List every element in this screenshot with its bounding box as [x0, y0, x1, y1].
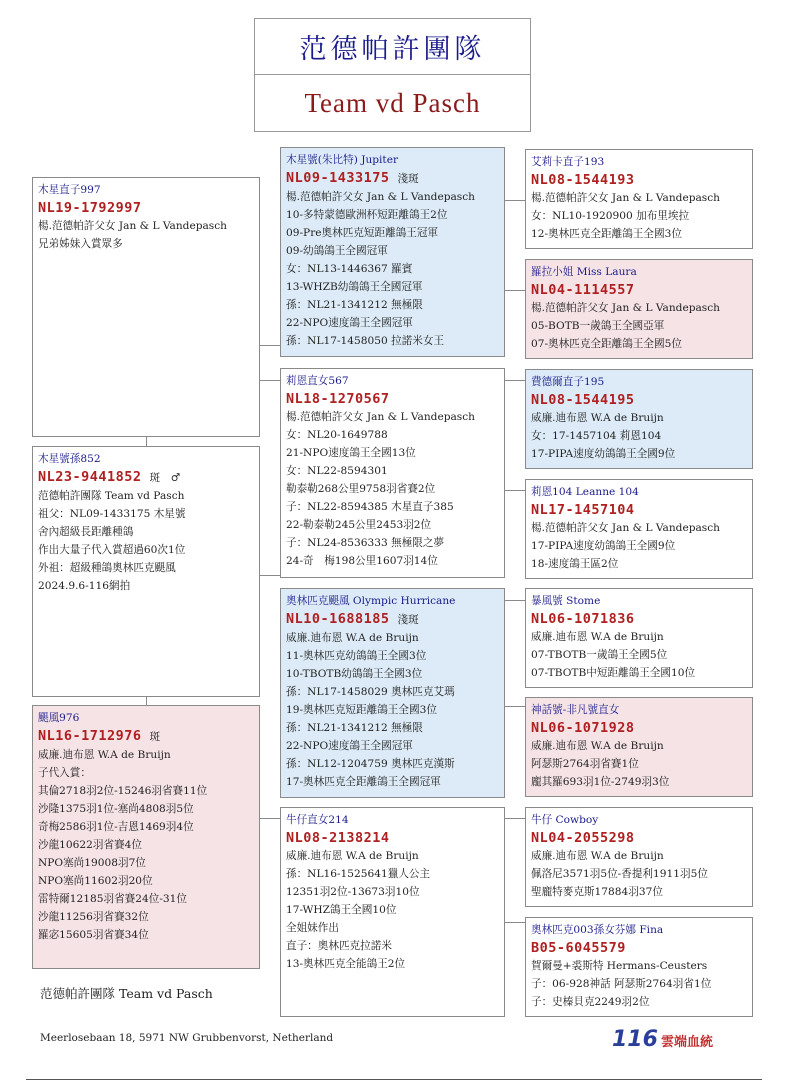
ring-number: NL18-1270567 [286, 391, 390, 407]
info-line: 女：NL22-8594301 [286, 465, 388, 477]
card-title: 颶風976 [38, 712, 80, 724]
info-line: 賀爾曼+裘斯特 Hermans-Ceusters [531, 960, 708, 972]
sdd-card [525, 479, 753, 579]
card-title: 奧林匹克颶風 Olympic Hurricane [286, 595, 456, 607]
info-line: 沙龍10622羽省賽4位 [38, 839, 143, 851]
ring-number: NL04-2055298 [531, 830, 635, 846]
info-line: 外祖：超級種鴿奧林匹克颶風 [38, 562, 176, 574]
info-line: 范德帕許團隊 Team vd Pasch [38, 490, 185, 502]
info-line: 17-PIPA速度幼鴿鴿王全國9位 [531, 540, 676, 552]
info-line: 2024.9.6-116網拍 [38, 580, 131, 592]
info-line: 作出大量子代入賞超過60次1位 [38, 544, 186, 556]
info-line: 12351羽2位-13673羽10位 [286, 886, 420, 898]
dsd-card [525, 697, 753, 797]
dam-card [32, 705, 260, 969]
connector-ss-ssd [505, 290, 525, 291]
ring-number: NL09-1433175 淺斑 [286, 170, 419, 186]
card-title: 莉恩104 Leanne 104 [531, 486, 639, 498]
ring-number: NL06-1071836 [531, 611, 635, 627]
info-line: 楊.范德帕許父女 Jan & L Vandepasch [38, 220, 227, 232]
info-line: 17-奧林匹克全距離鴿王全國冠軍 [286, 776, 441, 788]
info-line: 祖父：NL09-1433175 木星號 [38, 508, 186, 520]
dss-card [525, 588, 753, 688]
info-line: 05-BOTB一歲鴿王全國亞軍 [531, 320, 665, 332]
info-line: 全姐妹作出 [286, 922, 339, 934]
info-line: 威廉.迪布恩 W.A de Bruijn [531, 850, 664, 862]
connector-sire-sd [260, 380, 280, 381]
ring-number: NL17-1457104 [531, 502, 635, 518]
info-line: 女：NL20-1649788 [286, 429, 388, 441]
info-line: 女：NL10-1920900 加布里埃拉 [531, 210, 690, 222]
info-line: 子：NL24-8536333 無極限之夢 [286, 537, 445, 549]
logo-number: 116 [612, 1027, 658, 1052]
ssd-card [525, 259, 753, 359]
card-title: 木星號孫852 [38, 453, 101, 465]
info-line: 10-多特蒙德歐洲杯短距離鴿王2位 [286, 209, 448, 221]
team-title-en: Team vd Pasch [304, 87, 481, 118]
footer-team-name: 范德帕許團隊 Team vd Pasch [40, 986, 213, 1001]
bottom-divider [26, 1079, 762, 1080]
ring-number: NL16-1712976 斑 [38, 728, 161, 744]
subject-card [32, 446, 260, 697]
info-line: 雷特爾12185羽省賽24位-31位 [38, 893, 187, 905]
card-title: 牛仔直女214 [286, 814, 349, 826]
info-line: 沙隆1375羽1位-塞尚4808羽5位 [38, 803, 194, 815]
connector-dd-ddd [505, 922, 525, 923]
sss-card [525, 149, 753, 249]
info-line: 子：NL22-8594385 木星直子385 [286, 501, 454, 513]
sds-card [525, 369, 753, 469]
info-line: 聖龐特麥克斯17884羽37位 [531, 886, 663, 898]
info-line: 女：NL13-1446367 羅賓 [286, 263, 413, 275]
connector-ss-sss [505, 200, 525, 201]
brand-logo [612, 1027, 713, 1052]
connector-sd-sds [505, 380, 525, 381]
ddd-card [525, 917, 753, 1017]
ring-number: NL10-1688185 淺斑 [286, 611, 419, 627]
card-title: 莉恩直女567 [286, 375, 349, 387]
ring-suffix: 斑 [149, 731, 161, 743]
card-title: 費德爾直子195 [531, 376, 605, 388]
info-line: 女：17-1457104 莉恩104 [531, 430, 662, 442]
info-line: 威廉.迪布恩 W.A de Bruijn [286, 850, 419, 862]
ring-number: NL08-2138214 [286, 830, 390, 846]
info-line: 子：06-928神話 阿瑟斯2764羽省1位 [531, 978, 712, 990]
connector-dam-dd [260, 818, 280, 819]
connector-sire-ss [260, 345, 280, 346]
info-line: 兄弟姊妹入賞眾多 [38, 238, 123, 250]
card-title: 艾莉卡直子193 [531, 156, 605, 168]
info-line: 12-奧林匹克全距離鴿王全國3位 [531, 228, 682, 240]
info-line: 子：史榛貝克2249羽2位 [531, 996, 650, 1008]
sire-sire-card [280, 147, 505, 357]
info-line: 威廉.迪布恩 W.A de Bruijn [286, 632, 419, 644]
info-line: 楊.范德帕許父女 Jan & L Vandepasch [286, 191, 475, 203]
info-line: 22-NPO速度鴿王全國冠軍 [286, 317, 413, 329]
info-line: 22-NPO速度鴿王全國冠軍 [286, 740, 413, 752]
info-line: 09-Pre奧林匹克短距離鴿王冠軍 [286, 227, 439, 239]
sire-dam-card [280, 368, 505, 578]
info-line: 孫：NL16-1525641獵人公主 [286, 868, 431, 880]
info-line: 13-奧林匹克全能鴿王2位 [286, 958, 406, 970]
info-line: 21-NPO速度鴿王全國13位 [286, 447, 416, 459]
info-line: 19-奧林匹克短距離鴿王全國3位 [286, 704, 437, 716]
card-title: 神話號-非凡號直女 [531, 704, 620, 716]
ring-suffix: 斑 ♂ [149, 472, 181, 484]
info-line: 羅宓15605羽省賽34位 [38, 929, 149, 941]
info-line: NPO塞尚11602羽20位 [38, 875, 153, 887]
info-line: 10-TBOTB幼鴿鴿王全國3位 [286, 668, 423, 680]
connector-subject-ds [260, 575, 280, 576]
ring-number: NL04-1114557 [531, 282, 635, 298]
ring-number: NL23-9441852 斑 ♂ [38, 469, 181, 485]
info-line: 17-PIPA速度幼鴿鴿王全國9位 [531, 448, 676, 460]
connector-dd-dds [505, 818, 525, 819]
ring-suffix: 淺斑 [397, 173, 419, 185]
info-line: 07-TBOTB中短距離鴿王全國10位 [531, 667, 696, 679]
info-line: 威廉.迪布恩 W.A de Bruijn [531, 740, 664, 752]
info-line: 孫：NL17-1458029 奧林匹克艾瑪 [286, 686, 455, 698]
ring-number: NL08-1544193 [531, 172, 635, 188]
team-header [254, 18, 531, 132]
info-line: 楊.范德帕許父女 Jan & L Vandepasch [531, 302, 720, 314]
ring-number: NL19-1792997 [38, 200, 142, 216]
info-line: 舍內超級長距離種鴿 [38, 526, 134, 538]
info-line: 威廉.迪布恩 W.A de Bruijn [531, 631, 664, 643]
info-line: 楊.范德帕許父女 Jan & L Vandepasch [286, 411, 475, 423]
info-line: 11-奧林匹克幼鴿鴿王全國3位 [286, 650, 427, 662]
logo-text: 雲端血統 [660, 1035, 713, 1050]
info-line: 18-速度鴿王區2位 [531, 558, 619, 570]
info-line: 22-勒泰勒245公里2453羽2位 [286, 519, 432, 531]
info-line: 07-奧林匹克全距離鴿王全國5位 [531, 338, 682, 350]
dam-sire-card [280, 588, 505, 798]
info-line: 威廉.迪布恩 W.A de Bruijn [531, 412, 664, 424]
sire-card [32, 177, 260, 437]
info-line: 直子：奧林匹克拉諾米 [286, 940, 392, 952]
info-line: 佩洛尼3571羽5位-香提利1911羽5位 [531, 868, 708, 880]
info-line: NPO塞尚19008羽7位 [38, 857, 146, 869]
connector-ds-dss [505, 600, 525, 601]
connector-sire-subject [146, 437, 147, 446]
info-line: 威廉.迪布恩 W.A de Bruijn [38, 749, 171, 761]
connector-subject-dam [146, 697, 147, 705]
ring-number: NL06-1071928 [531, 720, 635, 736]
info-line: 孫：NL21-1341212 無極限 [286, 299, 423, 311]
info-line: 子代入賞： [38, 767, 91, 779]
ring-number: B05-6045579 [531, 940, 626, 956]
info-line: 阿瑟斯2764羽省賽1位 [531, 758, 639, 770]
card-title: 牛仔 Cowboy [531, 814, 599, 826]
card-title: 奧林匹克003孫女芬娜 Fina [531, 924, 664, 936]
info-line: 勒泰勒268公里9758羽省賽2位 [286, 483, 436, 495]
connector-sd-sdd [505, 490, 525, 491]
card-title: 木星直子997 [38, 184, 101, 196]
info-line: 13-WHZB幼鴿鴿王全國冠軍 [286, 281, 423, 293]
dds-card [525, 807, 753, 907]
info-line: 孫：NL17-1458050 拉諾米女王 [286, 335, 445, 347]
connector-ds-dsd [505, 706, 525, 707]
info-line: 沙龍11256羽省賽32位 [38, 911, 149, 923]
info-line: 07-TBOTB一歲鴿王全國5位 [531, 649, 668, 661]
info-line: 孫：NL12-1204759 奧林匹克漢斯 [286, 758, 455, 770]
info-line: 奇梅2586羽1位-吉恩1469羽4位 [38, 821, 194, 833]
footer-address: Meerlosebaan 18, 5971 NW Grubbenvorst, Netherland [40, 1032, 334, 1044]
info-line: 孫：NL21-1341212 無極限 [286, 722, 423, 734]
info-line: 楊.范德帕許父女 Jan & L Vandepasch [531, 192, 720, 204]
info-line: 09-幼鴿鴿王全國冠軍 [286, 245, 388, 257]
ring-number: NL08-1544195 [531, 392, 635, 408]
card-title: 暴風號 Stome [531, 595, 601, 607]
card-title: 木星號(朱比特) Jupiter [286, 154, 399, 166]
info-line: 24-奇 梅198公里1607羽14位 [286, 555, 438, 567]
info-line: 龐其羅693羽1位-2749羽3位 [531, 776, 670, 788]
ring-suffix: 淺斑 [397, 614, 419, 626]
card-title: 羅拉小姐 Miss Laura [531, 266, 637, 278]
team-title-cn: 范德帕許團隊 [255, 19, 530, 75]
dam-dam-card [280, 807, 505, 1017]
info-line: 楊.范德帕許父女 Jan & L Vandepasch [531, 522, 720, 534]
info-line: 17-WHZ鴿王全國10位 [286, 904, 397, 916]
info-line: 其倫2718羽2位-15246羽省賽11位 [38, 785, 208, 797]
